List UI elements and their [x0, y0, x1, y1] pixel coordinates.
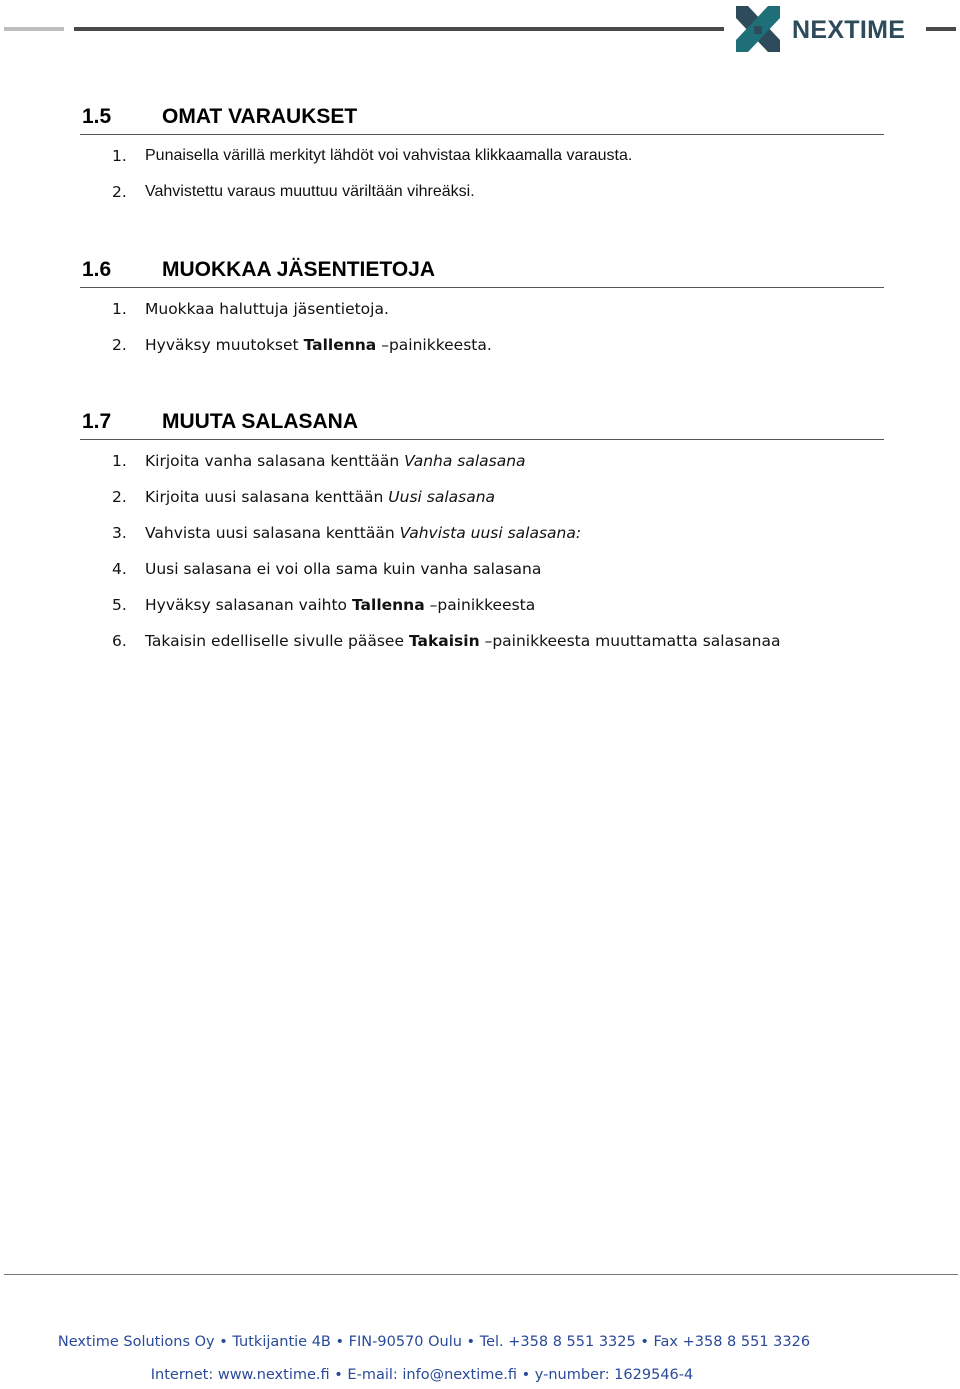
footer-field: y-number: 1629546-4 [534, 1367, 694, 1383]
instruction-list [80, 135, 884, 207]
text-run: Punaisella värillä merkityt lähdöt voi vahvistaa klikkaamalla varausta. [145, 147, 633, 164]
section-heading [80, 405, 884, 440]
list-item-number: 6. [112, 632, 127, 650]
list-item-number: 2. [112, 183, 127, 201]
bold-term: Tallenna [303, 336, 377, 354]
footer-company-info [0, 1334, 914, 1350]
header-rule-left [4, 27, 64, 31]
list-item-text [145, 488, 495, 506]
text-run: Kirjoita vanha salasana kenttään [145, 452, 405, 470]
list-item-number: 3. [112, 524, 127, 542]
section-title: MUOKKAA JÄSENTIETOJA [162, 258, 436, 281]
section-heading [80, 100, 884, 135]
section-number: 1.5 [82, 105, 112, 128]
text-run: Kirjoita uusi salasana kenttään [145, 488, 389, 506]
section-title: OMAT VARAUKSET [162, 105, 358, 128]
brand-name: NEXTIME [792, 16, 906, 44]
footer-rule [4, 1274, 958, 1275]
field-name: Uusi salasana [388, 488, 496, 506]
text-run: Hyväksy salasanan vaihto [145, 596, 352, 614]
list-item-text [145, 452, 526, 470]
bullet-separator: • [635, 1334, 654, 1350]
list-item [80, 548, 884, 584]
text-run: Vahvista uusi salasana kenttään [145, 524, 400, 542]
footer-field: Nextime Solutions Oy [57, 1334, 215, 1350]
list-item-text [145, 560, 541, 578]
nextime-x-icon [734, 6, 782, 54]
text-run: Takaisin edelliselle sivulle pääsee [145, 632, 409, 650]
list-item-number: 1. [112, 147, 127, 165]
list-item [80, 476, 884, 512]
section-1-5 [80, 100, 884, 207]
text-run: Uusi salasana ei voi olla sama kuin vanha salasana [145, 560, 542, 578]
list-item-number: 2. [112, 488, 127, 506]
header-rule-right [926, 27, 956, 31]
list-item [80, 171, 884, 207]
bold-term: Tallenna [351, 596, 425, 614]
field-name: Vanha salasana [404, 452, 526, 470]
list-item [80, 324, 884, 360]
list-item-text [145, 632, 781, 650]
text-run: –painikkeesta. [376, 336, 492, 354]
text-run: Vahvistettu varaus muuttuu väriltään vihreäksi. [145, 183, 475, 200]
text-run: –painikkeesta muuttamatta salasanaa [479, 632, 781, 650]
bullet-separator: • [330, 1334, 349, 1350]
footer-field: FIN-90570 Oulu [348, 1334, 462, 1350]
header-rule [74, 27, 724, 31]
list-item-text [145, 300, 389, 318]
bullet-separator: • [517, 1367, 535, 1383]
list-item-text [145, 147, 632, 165]
list-item [80, 440, 884, 476]
instruction-list [80, 288, 884, 360]
list-item [80, 288, 884, 324]
instruction-list [80, 440, 884, 656]
list-item [80, 584, 884, 620]
footer-contact-info [0, 1367, 902, 1383]
bullet-separator: • [214, 1334, 233, 1350]
list-item-text [145, 596, 535, 614]
list-item-text [145, 183, 475, 201]
list-item-number: 1. [112, 300, 127, 318]
text-run: –painikkeesta [424, 596, 536, 614]
footer-field: Internet: www.nextime.fi [150, 1367, 330, 1383]
list-item-number: 2. [112, 336, 127, 354]
section-title: MUUTA SALASANA [162, 410, 358, 433]
text-run: Muokkaa haluttuja jäsentietoja. [145, 300, 389, 318]
footer-field: E-mail: info@nextime.fi [347, 1367, 518, 1383]
field-name: Vahvista uusi salasana: [399, 524, 582, 542]
section-heading [80, 253, 884, 288]
footer-field: Tel. +358 8 551 3325 [479, 1334, 636, 1350]
section-number: 1.6 [82, 258, 112, 281]
list-item-number: 5. [112, 596, 127, 614]
list-item-text [145, 336, 492, 354]
list-item-number: 4. [112, 560, 127, 578]
nextime-logo [734, 6, 924, 54]
section-number: 1.7 [82, 410, 112, 433]
bullet-separator: • [461, 1334, 480, 1350]
list-item [80, 512, 884, 548]
section-1-7 [80, 405, 884, 656]
list-item [80, 620, 884, 656]
list-item-number: 1. [112, 452, 127, 470]
section-1-6 [80, 253, 884, 360]
bold-term: Takaisin [408, 632, 480, 650]
list-item-text [145, 524, 581, 542]
bullet-separator: • [329, 1367, 348, 1383]
text-run: Hyväksy muutokset [145, 336, 304, 354]
list-item [80, 135, 884, 171]
footer-field: Fax +358 8 551 3326 [653, 1334, 811, 1350]
footer-field: Tutkijantie 4B [232, 1334, 331, 1350]
